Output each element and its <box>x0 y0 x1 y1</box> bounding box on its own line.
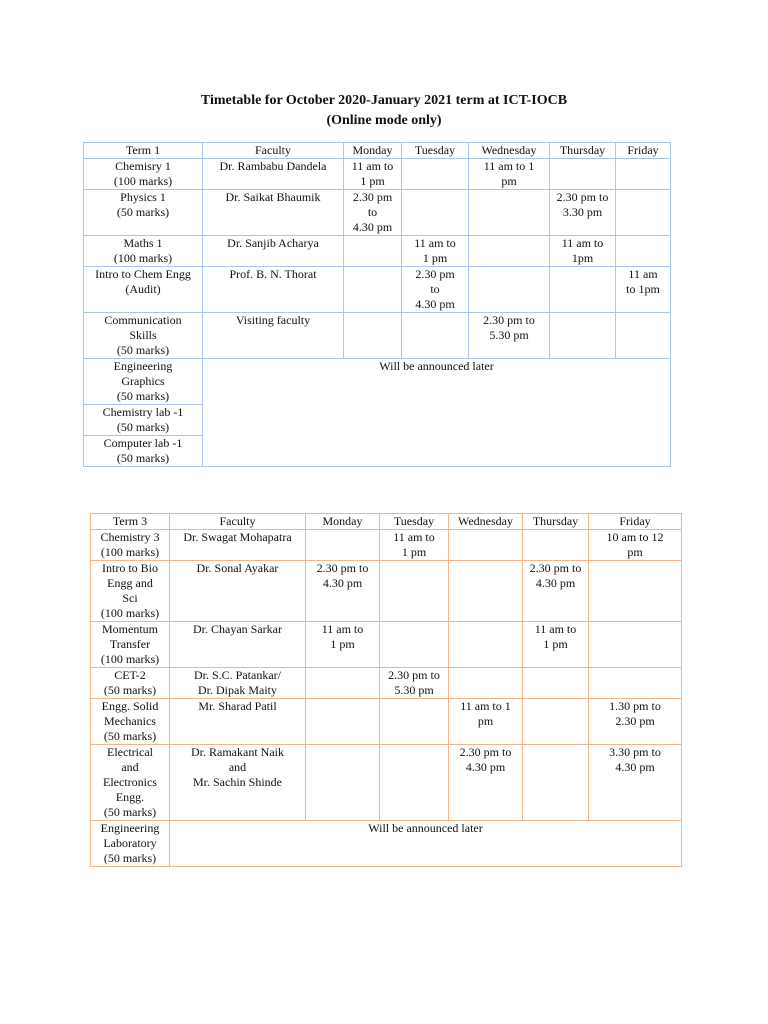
wednesday-cell <box>449 622 523 668</box>
tuesday-cell <box>380 745 449 821</box>
column-header: Friday <box>616 143 671 159</box>
subject-cell <box>84 359 203 405</box>
faculty-cell <box>203 267 344 313</box>
thursday-cell <box>523 668 589 699</box>
subject-cell-line: (50 marks) <box>116 205 170 219</box>
friday-cell-line: 2.30 pm <box>615 714 655 728</box>
thursday-cell <box>550 236 616 267</box>
wednesday-cell <box>469 267 550 313</box>
friday-cell-line: 1.30 pm to <box>609 699 661 713</box>
faculty-cell <box>170 561 306 622</box>
friday-cell-line: to 1pm <box>626 282 660 296</box>
wednesday-cell <box>469 236 550 267</box>
monday-cell <box>344 236 402 267</box>
tuesday-cell <box>380 622 449 668</box>
table-row <box>91 821 682 867</box>
column-header: Monday <box>344 143 402 159</box>
monday-cell <box>306 622 380 668</box>
faculty-cell-line: Mr. Sachin Shinde <box>193 775 282 789</box>
thursday-cell-line: 11 am to <box>561 236 604 250</box>
faculty-cell <box>203 190 344 236</box>
subject-cell-line: Chemistry lab -1 <box>102 405 184 419</box>
subject-cell <box>84 190 203 236</box>
monday-cell-line: 2.30 pm <box>352 190 393 204</box>
monday-cell-line: 1 pm <box>360 174 385 188</box>
friday-cell <box>589 530 682 561</box>
tuesday-cell <box>380 668 449 699</box>
faculty-cell-line: Dr. Ramakant Naik <box>191 745 284 759</box>
friday-cell <box>589 699 682 745</box>
subject-cell-line: Graphics <box>121 374 165 388</box>
subject-cell-line: and <box>121 760 139 774</box>
column-header: Faculty <box>170 514 306 530</box>
wednesday-cell <box>469 313 550 359</box>
subject-cell-line: Communication <box>104 313 182 327</box>
wednesday-cell <box>449 745 523 821</box>
wednesday-cell-line: 11 am to 1 <box>460 699 511 713</box>
subject-cell-line: Intro to Chem Engg <box>95 267 191 281</box>
monday-cell-line: 4.30 pm <box>322 576 363 590</box>
table-row <box>84 267 671 313</box>
subject-cell-line: Engg. Solid <box>101 699 159 713</box>
faculty-cell-line: Dr. Sonal Ayakar <box>196 561 279 575</box>
monday-cell <box>306 699 380 745</box>
friday-cell-line: 10 am to 12 <box>606 530 664 544</box>
term1-timetable <box>83 142 671 467</box>
monday-cell <box>306 745 380 821</box>
wednesday-cell <box>469 159 550 190</box>
thursday-cell-line: 11 am to <box>534 622 577 636</box>
wednesday-cell <box>449 530 523 561</box>
thursday-cell <box>523 622 589 668</box>
wednesday-cell-line: 5.30 pm <box>489 328 529 342</box>
friday-cell <box>616 267 671 313</box>
monday-cell <box>306 561 380 622</box>
thursday-cell-line: 3.30 pm <box>562 205 603 219</box>
faculty-cell <box>170 745 306 821</box>
page-title <box>0 91 768 131</box>
subject-cell-line: (50 marks) <box>116 343 170 357</box>
subject-cell-line: Electrical <box>107 745 153 759</box>
tuesday-cell <box>402 236 469 267</box>
table-row <box>91 561 682 622</box>
subject-cell-line: (100 marks) <box>113 174 173 188</box>
friday-cell <box>616 236 671 267</box>
faculty-cell-line: Dr. Saikat Bhaumik <box>225 190 321 204</box>
faculty-cell <box>203 313 344 359</box>
subject-cell-line: (Audit) <box>125 282 161 296</box>
column-header: Term 3 <box>91 514 170 530</box>
subject-cell-line: Skills <box>129 328 157 342</box>
subject-cell <box>91 668 170 699</box>
wednesday-cell <box>449 668 523 699</box>
subject-cell <box>91 821 170 867</box>
monday-cell-line: to <box>367 205 378 219</box>
subject-cell-line: Momentum <box>102 622 158 636</box>
subject-cell-line: Intro to Bio <box>102 561 158 575</box>
tuesday-cell <box>402 159 469 190</box>
monday-cell-line: 11 am to <box>351 159 394 173</box>
monday-cell-line: 4.30 pm <box>352 220 393 234</box>
tuesday-cell <box>380 530 449 561</box>
wednesday-cell-line: pm <box>477 714 494 728</box>
column-header: Tuesday <box>380 514 449 530</box>
table-row <box>84 159 671 190</box>
subject-cell-line: (100 marks) <box>113 251 173 265</box>
wednesday-cell-line: 4.30 pm <box>465 760 506 774</box>
friday-cell <box>616 190 671 236</box>
thursday-cell <box>550 190 616 236</box>
thursday-cell <box>523 745 589 821</box>
title-line-1: Timetable for October 2020-January 2021 term at ICT-IOCB <box>200 93 568 108</box>
friday-cell-line: 11 am <box>628 267 658 281</box>
faculty-cell-line: Dr. Rambabu Dandela <box>219 159 327 173</box>
subject-cell-line: Engineering <box>100 821 160 835</box>
subject-cell-line: Engg. <box>115 790 145 804</box>
tuesday-cell-line: to <box>430 282 440 296</box>
subject-cell-line: Mechanics <box>104 714 156 728</box>
subject-cell-line: Electronics <box>103 775 157 789</box>
subject-cell-line: Engineering <box>113 359 173 373</box>
monday-cell <box>306 530 380 561</box>
subject-cell <box>91 622 170 668</box>
tuesday-cell <box>380 561 449 622</box>
thursday-cell <box>550 159 616 190</box>
tuesday-cell <box>402 267 469 313</box>
table-row <box>91 668 682 699</box>
faculty-cell-line: Dr. Chayan Sarkar <box>193 622 282 636</box>
friday-cell-line: pm <box>627 545 643 559</box>
subject-cell <box>91 745 170 821</box>
thursday-cell <box>523 699 589 745</box>
wednesday-cell-line: 11 am to 1 <box>483 159 535 173</box>
column-header: Wednesday <box>449 514 523 530</box>
subject-cell-line: (100 marks) <box>100 606 160 620</box>
friday-cell-line: 4.30 pm <box>615 760 655 774</box>
faculty-cell-line: Visiting faculty <box>235 313 311 327</box>
tuesday-cell-line: 1 pm <box>401 545 427 559</box>
thursday-cell <box>523 561 589 622</box>
announcement-cell: Will be announced later <box>170 821 682 867</box>
tuesday-cell-line: 11 am to <box>393 530 435 544</box>
subject-cell <box>84 159 203 190</box>
faculty-cell <box>203 236 344 267</box>
column-header: Tuesday <box>402 143 469 159</box>
tuesday-cell-line: 2.30 pm <box>415 267 455 281</box>
thursday-cell-line: 1pm <box>571 251 594 265</box>
faculty-cell-line: Dr. Sanjib Acharya <box>227 236 319 250</box>
tuesday-cell <box>402 190 469 236</box>
subject-cell-line: CET-2 <box>114 668 146 682</box>
friday-cell <box>589 561 682 622</box>
subject-cell-line: Maths 1 <box>123 236 163 250</box>
subject-cell-line: (50 marks) <box>116 389 170 403</box>
term3-timetable <box>90 513 682 867</box>
table-row <box>91 622 682 668</box>
faculty-cell <box>203 159 344 190</box>
table-row <box>84 359 671 405</box>
header-row <box>84 143 671 159</box>
friday-cell <box>589 668 682 699</box>
wednesday-cell <box>449 561 523 622</box>
subject-cell <box>84 436 203 467</box>
faculty-cell <box>170 699 306 745</box>
subject-cell-line: (50 marks) <box>103 683 157 697</box>
friday-cell <box>589 745 682 821</box>
thursday-cell-line: 2.30 pm to <box>556 190 609 204</box>
header-row <box>91 514 682 530</box>
faculty-cell <box>170 622 306 668</box>
subject-cell-line: (100 marks) <box>100 545 160 559</box>
tuesday-cell <box>380 699 449 745</box>
wednesday-cell-line: 2.30 pm to <box>483 313 535 327</box>
monday-cell <box>306 668 380 699</box>
monday-cell-line: 1 pm <box>330 637 355 651</box>
table-row <box>84 236 671 267</box>
friday-cell <box>589 622 682 668</box>
monday-cell <box>344 313 402 359</box>
monday-cell <box>344 267 402 313</box>
column-header: Monday <box>306 514 380 530</box>
monday-cell <box>344 190 402 236</box>
faculty-cell-line: Dr. Swagat Mohapatra <box>183 530 292 544</box>
subject-cell-line: (50 marks) <box>116 420 170 434</box>
announcement-cell: Will be announced later <box>203 359 671 467</box>
faculty-cell-line: Prof. B. N. Thorat <box>229 267 317 281</box>
table-row <box>84 313 671 359</box>
column-header: Friday <box>589 514 682 530</box>
friday-cell <box>616 159 671 190</box>
subject-cell <box>84 313 203 359</box>
wednesday-cell <box>469 190 550 236</box>
monday-cell-line: 11 am to <box>321 622 364 636</box>
title-line-2: (Online mode only) <box>326 113 442 128</box>
faculty-cell <box>170 530 306 561</box>
subject-cell <box>91 699 170 745</box>
subject-cell-line: Transfer <box>109 637 151 651</box>
tuesday-cell-line: 1 pm <box>422 251 448 265</box>
subject-cell-line: (50 marks) <box>103 805 157 819</box>
column-header: Wednesday <box>469 143 550 159</box>
thursday-cell <box>523 530 589 561</box>
wednesday-cell-line: pm <box>501 174 517 188</box>
thursday-cell-line: 1 pm <box>543 637 568 651</box>
subject-cell-line: Sci <box>122 591 138 605</box>
subject-cell-line: (100 marks) <box>100 652 160 666</box>
column-header: Thursday <box>523 514 589 530</box>
subject-cell-line: Chemisry 1 <box>115 159 171 173</box>
wednesday-cell-line: 2.30 pm to <box>459 745 512 759</box>
subject-cell-line: (50 marks) <box>116 451 170 465</box>
friday-cell <box>616 313 671 359</box>
tuesday-cell-line: 11 am to <box>414 236 456 250</box>
term3-table-body <box>91 514 682 867</box>
monday-cell-line: 2.30 pm to <box>316 561 369 575</box>
faculty-cell-line: Dr. S.C. Patankar/ <box>194 668 281 682</box>
subject-cell-line: (50 marks) <box>103 851 157 865</box>
thursday-cell <box>550 313 616 359</box>
subject-cell-line: Engg and <box>107 576 153 590</box>
thursday-cell-line: 2.30 pm to <box>529 561 582 575</box>
tuesday-cell <box>402 313 469 359</box>
subject-cell-line: Chemistry 3 <box>100 530 160 544</box>
thursday-cell <box>550 267 616 313</box>
wednesday-cell <box>449 699 523 745</box>
friday-cell-line: 3.30 pm to <box>609 745 661 759</box>
faculty-cell <box>170 668 306 699</box>
table-row <box>84 190 671 236</box>
subject-cell <box>91 561 170 622</box>
faculty-cell-line: and <box>228 760 247 774</box>
subject-cell-line: (50 marks) <box>103 729 157 743</box>
subject-cell-line: Laboratory <box>103 836 157 850</box>
subject-cell <box>84 267 203 313</box>
subject-cell <box>84 405 203 436</box>
faculty-cell-line: Dr. Dipak Maity <box>198 683 277 697</box>
subject-cell <box>84 236 203 267</box>
thursday-cell-line: 4.30 pm <box>535 576 576 590</box>
table-row <box>91 745 682 821</box>
column-header: Thursday <box>550 143 616 159</box>
subject-cell <box>91 530 170 561</box>
tuesday-cell-line: 5.30 pm <box>394 683 434 697</box>
term1-table-body <box>84 143 671 467</box>
subject-cell-line: Physics 1 <box>120 190 166 204</box>
monday-cell <box>344 159 402 190</box>
faculty-cell-line: Mr. Sharad Patil <box>198 699 277 713</box>
column-header: Faculty <box>203 143 344 159</box>
tuesday-cell-line: 2.30 pm to <box>388 668 440 682</box>
table-row <box>91 699 682 745</box>
tuesday-cell-line: 4.30 pm <box>415 297 455 311</box>
subject-cell-line: Computer lab -1 <box>103 436 183 450</box>
table-row <box>91 530 682 561</box>
column-header: Term 1 <box>84 143 203 159</box>
